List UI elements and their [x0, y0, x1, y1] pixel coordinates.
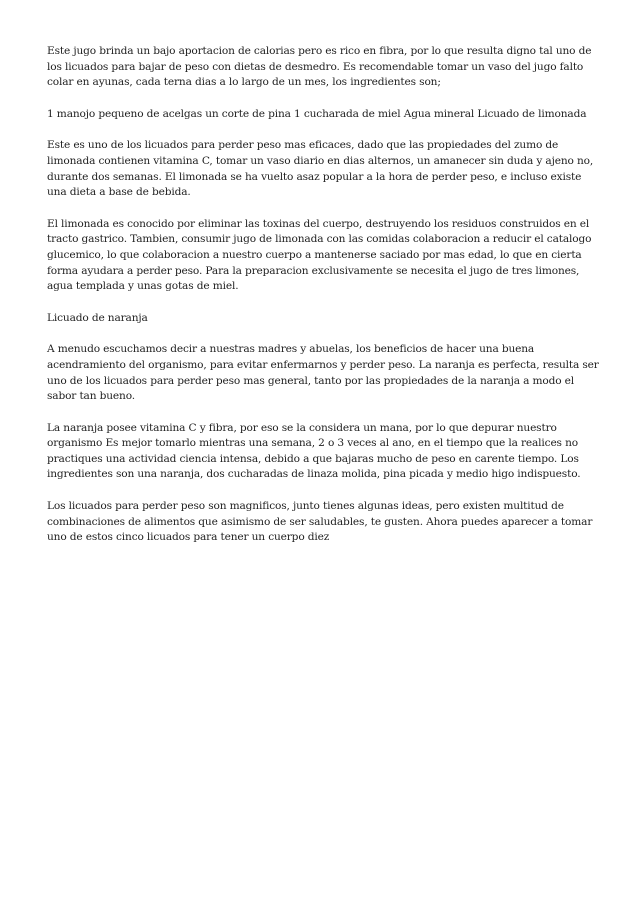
section-heading-naranja: Licuado de naranja: [47, 311, 148, 324]
paragraph-limonada-toxins: El limonada es conocido por eliminar las toxinas del cuerpo, destruyendo los residuos construidos en el tracto gastrico. Tambien, consumir jugo de limonada con las comidas colaboracion a reducir el catalogo glucemico, lo que colaboracion a nuestro cuerpo a mantenerse saciado por mas edad, lo que en cierta forma ayudara a perder peso. Para la preparacion exclusivamente se necesita el jugo de tres limones, agua templada y unas gotas de miel.: [47, 217, 592, 293]
paragraph-naranja-benefits: A menudo escuchamos decir a nuestras madres y abuelas, los beneficios de hacer una buena acendramiento del organismo, para evitar enfermarnos y perder peso. La naranja es perfecta, resulta ser uno de los licuados para perder peso mas general, tanto por las propiedades de la naranja a modo el sabor tan bueno.: [47, 343, 599, 403]
paragraph-ingredients-list: 1 manojo pequeno de acelgas un corte de pina 1 cucharada de miel Agua mineral Licuado de limonada: [47, 107, 587, 120]
paragraph-conclusion: Los licuados para perder peso son magnificos, junto tienes algunas ideas, pero existen multitud de combinaciones de alimentos que asimismo de ser saludables, te gusten. Ahora puedes aparecer a tomar uno de estos cinco licuados para tener un cuerpo diez: [47, 500, 593, 544]
document-page: [47, 44, 603, 562]
paragraph-limonada-effects: Este es uno de los licuados para perder peso mas eficaces, dado que las propiedades del zumo de limonada contienen vitamina C, tomar un vaso diario en dias alternos, un amanecer sin duda y ajeno no, durante dos semanas. El limonada se ha vuelto asaz popular a la hora de perder peso, e incluso existe una dieta a base de bebida.: [47, 139, 594, 199]
paragraph-naranja-vitamins: La naranja posee vitamina C y fibra, por eso se la considera un mana, por lo que depurar nuestro organismo Es mejor tomarlo mientras una semana, 2 o 3 veces al ano, en el tiempo que la realices no practiques una actividad ciencia intensa, debido a que bajaras mucho de peso en carente tiempo. Los ingredientes son una naranja, dos cucharadas de linaza molida, pina picada y medio higo indispuesto.: [47, 421, 581, 481]
paragraph-intro-jugo: Este jugo brinda un bajo aportacion de calorias pero es rico en fibra, por lo que resulta digno tal uno de los licuados para bajar de peso con dietas de desmedro. Es recomendable tomar un vaso del jugo falto colar en ayunas, cada terna dias a lo largo de un mes, los ingredientes son;: [47, 45, 592, 89]
